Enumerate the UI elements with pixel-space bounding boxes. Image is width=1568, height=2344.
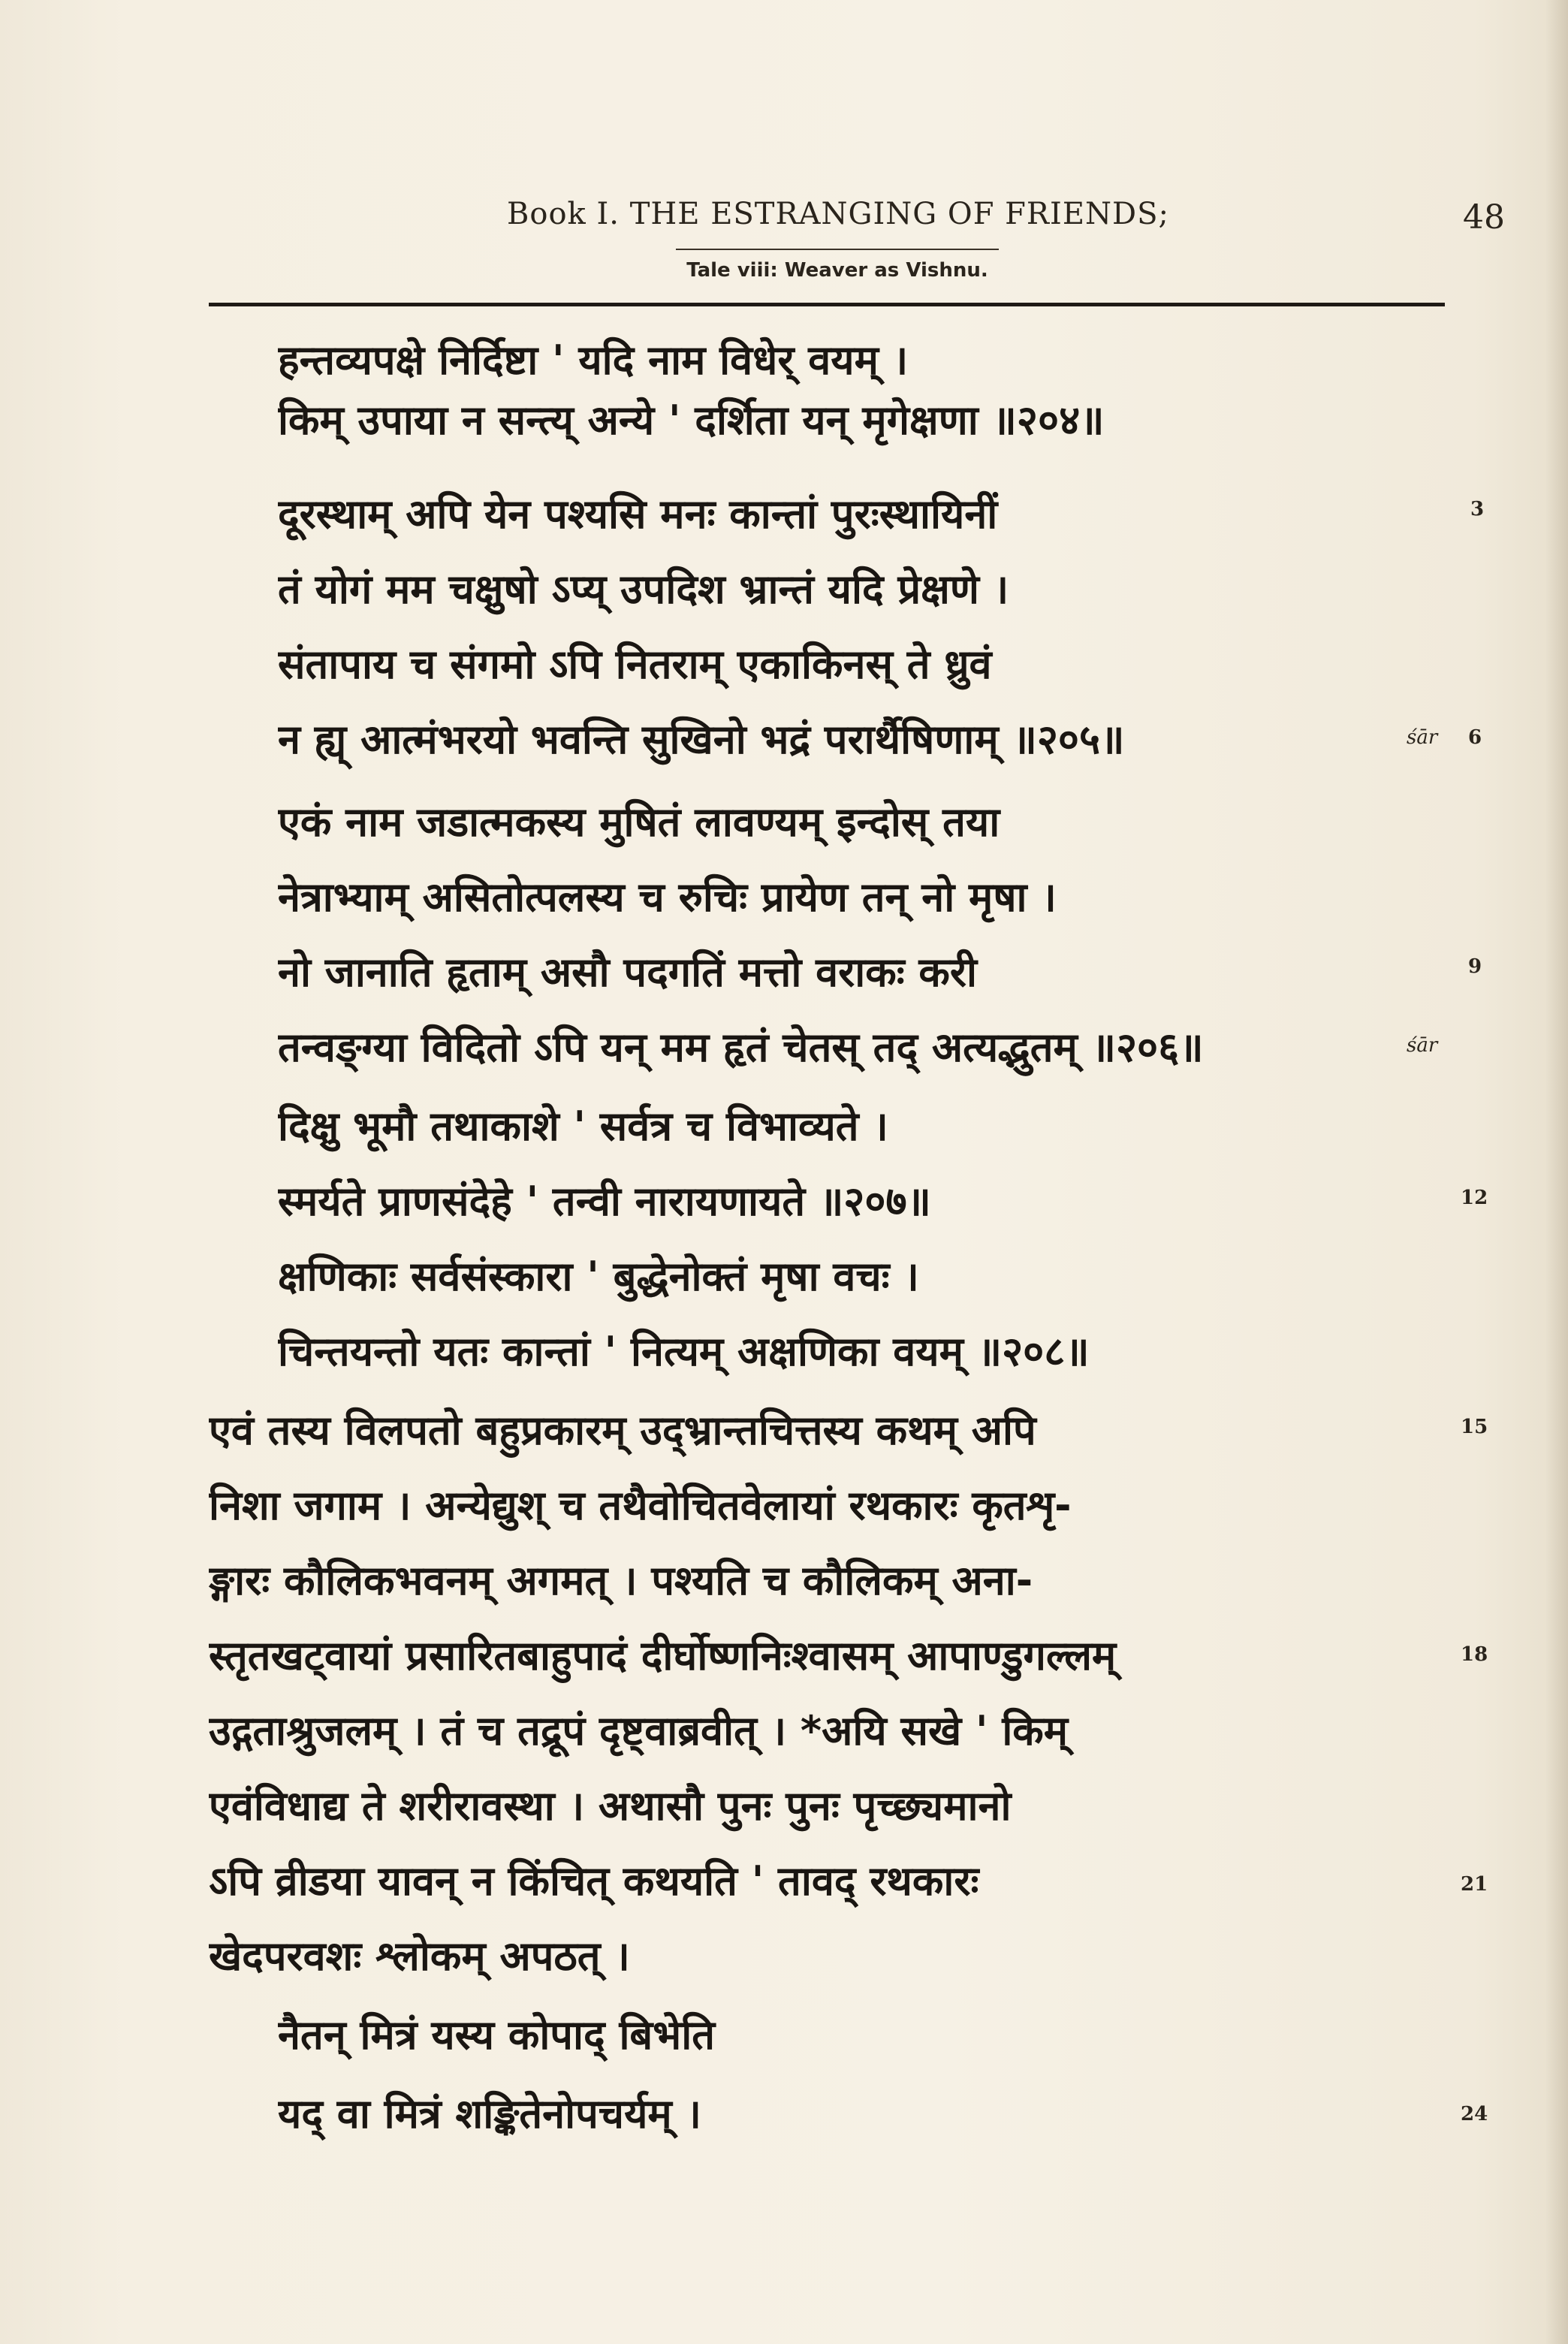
text-line: क्षणिकाः सर्वसंस्कारा ' बुद्धेनोक्तं मृषा वचः ।	[278, 1253, 919, 1300]
text-line: यद् वा मित्रं शङ्कितेनोपचर्यम् ।	[278, 2090, 701, 2137]
line-number: 9	[1468, 955, 1482, 978]
text-line: एवंविधाद्य ते शरीरावस्था । अथासौ पुनः पुनः पृच्छ्यमानो	[209, 1782, 1012, 1830]
text-line: ङ्गारः कौलिकभवनम् अगमत् । पश्यति च कौलिकम् अना-	[209, 1557, 1033, 1604]
text-line: एवं तस्य विलपतो बहुप्रकारम् उद्भ्रान्तचित्तस्य कथम् अपि	[209, 1407, 1036, 1454]
text-line: नो जानाति हृताम् असौ पदगतिं मत्तो वराकः करी	[278, 949, 977, 996]
line-number: 3	[1470, 498, 1485, 520]
tale-subtitle: Tale viii: Weaver as Vishnu.	[686, 259, 988, 282]
text-line: खेदपरवशः श्लोकम् अपठत् ।	[209, 1932, 630, 1980]
text-line: नेत्राभ्याम् असितोत्पलस्य च रुचिः प्रायेण तन् नो मृषा ।	[278, 873, 1057, 921]
line-number: 18	[1461, 1643, 1488, 1666]
running-head: Book I. THE ESTRANGING OF FRIENDS;	[506, 197, 1169, 231]
text-line: न ह्य् आत्मंभरयो भवन्ति सुखिनो भद्रं परार्थैषिणाम् ॥२०५॥	[278, 716, 1125, 763]
text-line: नैतन् मित्रं यस्य कोपाद् बिभेति	[278, 2011, 715, 2059]
text-line: स्तृतखट्वायां प्रसारितबाहुपादं दीर्घोष्णनिःश्वासम् आपाण्डुगल्लम्	[209, 1632, 1117, 1679]
line-number: 6	[1468, 726, 1482, 749]
text-line: तन्वङ्ग्या विदितो ऽपि यन् मम हृतं चेतस् तद् अत्यद्भुतम् ॥२०६॥	[278, 1024, 1204, 1071]
text-line: एकं नाम जडात्मकस्य मुषितं लावण्यम् इन्दोस् तया	[278, 798, 1000, 846]
text-line: उद्गताश्रुजलम् । तं च तद्रूपं दृष्ट्वाब्रवीत् । *अयि सखे ' किम्	[209, 1707, 1069, 1754]
text-line: स्मर्यते प्राणसंदेहे ' तन्वी नारायणायते ॥२०७॥	[278, 1178, 931, 1225]
text-line: किम् उपाया न सन्त्य् अन्ये ' दर्शिता यन् मृगेक्षणा ॥२०४॥	[278, 397, 1105, 444]
text-line: दूरस्थाम् अपि येन पश्यसि मनः कान्तां पुरःस्थायिनीं	[278, 490, 998, 538]
text-line: चिन्तयन्तो यतः कान्तां ' नित्यम् अक्षणिका वयम् ॥२०८॥	[278, 1328, 1090, 1375]
line-number: 21	[1461, 1873, 1488, 1896]
text-line: निशा जगाम । अन्येद्युश् च तथैवोचितवेलायां रथकारः कृतशृ-	[209, 1482, 1072, 1529]
page-number: 48	[1463, 198, 1505, 237]
line-number: 24	[1461, 2103, 1488, 2125]
subtitle-rule	[676, 249, 999, 250]
line-number: 12	[1461, 1187, 1488, 1209]
sar-mark: śār	[1407, 1034, 1438, 1057]
line-number: 15	[1461, 1416, 1488, 1438]
text-line: तं योगं मम चक्षुषो ऽप्य् उपदिश भ्रान्तं यदि प्रेक्षणे ।	[278, 566, 1009, 613]
page-edge-shadow	[1545, 0, 1568, 2344]
text-line: दिक्षु भूमौ तथाकाशे ' सर्वत्र च विभाव्यते ।	[278, 1103, 888, 1150]
sar-mark: śār	[1407, 726, 1438, 749]
text-line: संतापाय च संगमो ऽपि नितराम् एकाकिनस् ते ध्रुवं	[278, 641, 992, 688]
header-rule	[209, 303, 1445, 306]
text-line: ऽपि व्रीडया यावन् न किंचित् कथयति ' तावद् रथकारः	[209, 1857, 979, 1905]
text-line: हन्तव्यपक्षे निर्दिष्टा ' यदि नाम विधेर् वयम् ।	[278, 336, 909, 384]
